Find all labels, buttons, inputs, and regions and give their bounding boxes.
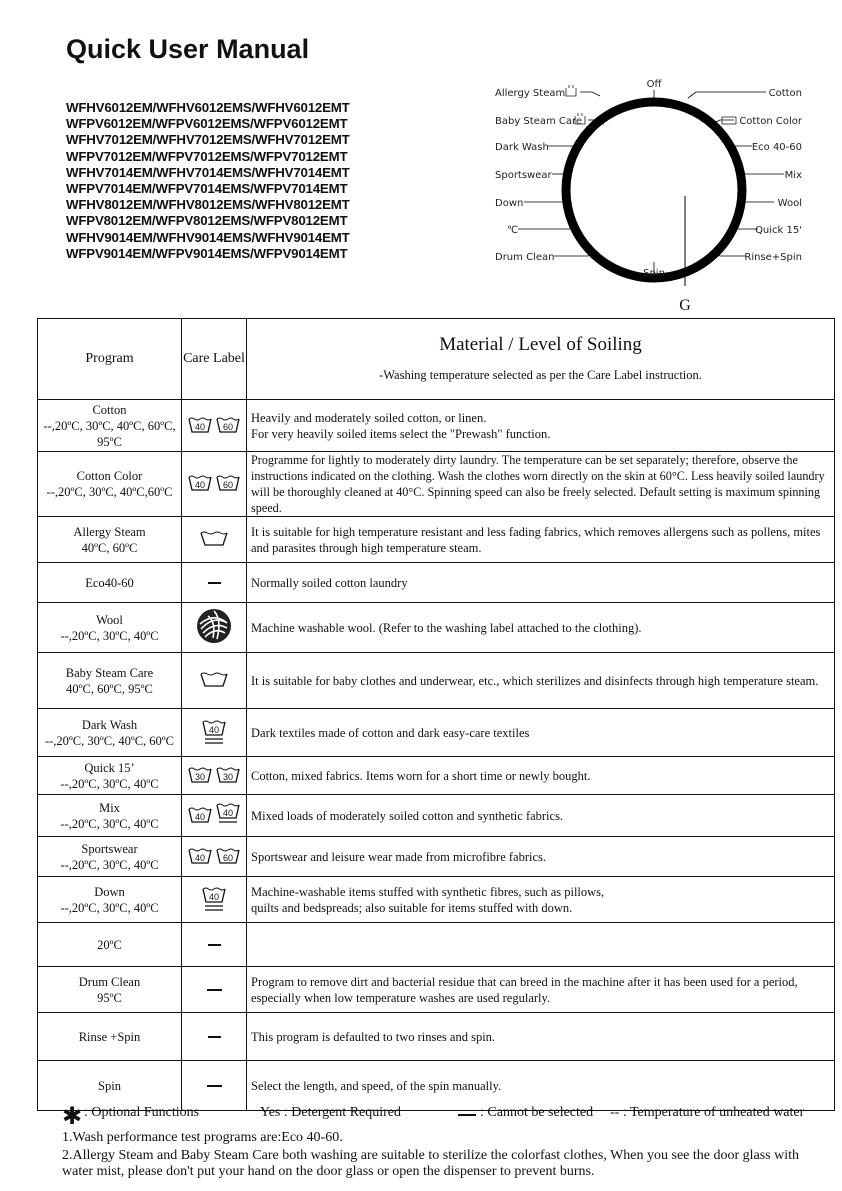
- svg-text:60: 60: [222, 421, 234, 432]
- dial-label-right: Wool: [777, 198, 802, 209]
- header-care-label: Care Label: [182, 319, 247, 400]
- dial-label-left: Allergy Steam: [495, 88, 566, 99]
- program-cell: [38, 757, 182, 795]
- material-cell: [247, 1013, 835, 1061]
- table-row: [38, 795, 835, 837]
- material-cell: [247, 877, 835, 923]
- table-row: [38, 923, 835, 967]
- program-temps: --,20ºC, 30ºC, 40ºC: [60, 857, 159, 872]
- legend-optional: : Optional Functions: [84, 1105, 200, 1120]
- program-cell: [38, 603, 182, 653]
- program-description: Cotton, mixed fabrics. Items worn for a short time or newly bought.: [251, 768, 591, 783]
- wash-tub-icon: [186, 417, 242, 431]
- table-row: [38, 1013, 835, 1061]
- note-2: 2.Allergy Steam and Baby Steam Care both washing are suitable to sterilize the colorfast clothes, When you see the door glass with water mist, please don't put your hand on the door glass or open the dispenser to prevent burns.: [62, 1148, 800, 1179]
- dial-label-right: Rinse+Spin: [744, 252, 802, 263]
- table-row: [38, 757, 835, 795]
- model-line: WFHV7014EM/WFHV7014EMS/WFHV7014EMT: [66, 164, 350, 180]
- dial-label-right: Cotton: [768, 88, 802, 99]
- svg-text:40: 40: [222, 807, 234, 818]
- program-temps: --,20ºC, 30ºC, 40ºC,60ºC: [46, 485, 173, 499]
- model-line: WFHV9014EM/WFHV9014EMS/WFHV9014EMT: [66, 229, 350, 245]
- wool-icon: [195, 634, 233, 648]
- svg-text:30: 30: [222, 771, 234, 782]
- program-description: Sportswear and leisure wear made from microfibre fabrics.: [251, 849, 547, 864]
- program-name: Sportswear: [81, 841, 138, 856]
- gentle-wash-icon: [200, 891, 228, 905]
- program-dial-diagram: [480, 68, 820, 316]
- material-cell: [247, 400, 835, 452]
- dial-label-left: Sportswear: [495, 170, 552, 181]
- care-label-cell: [182, 795, 247, 837]
- program-temps: 95ºC: [97, 990, 122, 1005]
- program-cell: [38, 923, 182, 967]
- program-description: Heavily and moderately soiled cotton, or linen. For very heavily soiled items select the "Prewash" function.: [251, 410, 551, 441]
- svg-text:60: 60: [222, 852, 234, 863]
- svg-text:40: 40: [194, 852, 206, 863]
- program-name: Dark Wash: [81, 717, 138, 732]
- material-cell: [247, 757, 835, 795]
- program-description: This program is defaulted to two rinses and spin.: [251, 1029, 496, 1044]
- program-name: 20ºC: [97, 937, 122, 952]
- program-cell: [38, 517, 182, 563]
- svg-text:30: 30: [194, 771, 206, 782]
- program-name: Cotton Color: [76, 469, 143, 483]
- table-row: [38, 653, 835, 709]
- program-temps: --,20ºC, 30ºC, 40ºC: [60, 628, 159, 643]
- dial-label-left: Down: [495, 198, 524, 209]
- color-tag-icon: [722, 117, 736, 124]
- program-temps: --,20ºC, 30ºC, 40ºC: [60, 776, 159, 791]
- model-line: WFPV6012EM/WFPV6012EMS/WFPV6012EMT: [66, 116, 348, 132]
- program-name: Wool: [96, 612, 123, 627]
- program-cell: [38, 1061, 182, 1111]
- cannot-select-icon: [458, 1114, 476, 1116]
- dial-label-left: Drum Clean: [495, 252, 555, 263]
- model-line: WFPV7012EM/WFPV7012EMS/WFPV7012EMT: [66, 148, 348, 164]
- header-material: [247, 319, 835, 400]
- program-name: Allergy Steam: [73, 524, 146, 539]
- program-cell: [38, 795, 182, 837]
- material-cell: [247, 795, 835, 837]
- program-cell: [38, 452, 182, 517]
- care-label-cell: [182, 563, 247, 603]
- table-row: [38, 603, 835, 653]
- table-header-row: [38, 319, 835, 400]
- steam-tub-icon: [199, 536, 229, 550]
- svg-text:60: 60: [222, 480, 234, 490]
- program-temps: 40ºC, 60ºC: [81, 540, 138, 555]
- dial-label-off: Off: [646, 79, 662, 90]
- model-line: WFHV7012EM/WFHV7012EMS/WFHV7012EMT: [66, 132, 350, 148]
- material-cell: [247, 563, 835, 603]
- legend-detergent: Yes : Detergent Required: [260, 1105, 402, 1120]
- page-title: Quick User Manual: [66, 34, 310, 64]
- program-description: Select the length, and speed, of the spin manually.: [251, 1078, 502, 1093]
- material-cell: [247, 923, 835, 967]
- figure-label: G: [679, 297, 691, 314]
- wash-tub-icon: [186, 767, 242, 781]
- wash-tub-icon: [186, 476, 242, 490]
- table-row: [38, 1061, 835, 1111]
- dial-label-left: Dark Wash: [495, 142, 549, 153]
- model-line: WFHV8012EM/WFHV8012EMS/WFHV8012EMT: [66, 197, 350, 213]
- program-name: Spin: [98, 1078, 121, 1093]
- table-row: [38, 452, 835, 517]
- care-label-cell: [182, 400, 247, 452]
- cannot-select-icon: [207, 982, 222, 996]
- gentle-wash-icon: [200, 724, 228, 738]
- program-description: Mixed loads of moderately soiled cotton and synthetic fabrics.: [251, 808, 564, 823]
- dial-label-spin: Spin: [643, 268, 665, 279]
- care-label-cell: [182, 837, 247, 877]
- care-label-cell: [182, 517, 247, 563]
- model-line: WFHV6012EM/WFHV6012EMS/WFHV6012EMT: [66, 100, 350, 115]
- care-label-cell: [182, 709, 247, 757]
- care-label-cell: [182, 452, 247, 517]
- dash-icon: [208, 575, 221, 589]
- program-name: Baby Steam Care: [65, 665, 154, 680]
- header-material-note: -Washing temperature selected as per the Care Label instruction.: [379, 368, 702, 382]
- material-cell: [247, 517, 835, 563]
- program-temps: --,20ºC, 30ºC, 40ºC: [60, 900, 159, 915]
- table-row: [38, 837, 835, 877]
- care-label-cell: [182, 1061, 247, 1111]
- table-row: [38, 877, 835, 923]
- steam-icon: [566, 85, 576, 96]
- header-material-title: Material / Level of Soiling: [439, 334, 642, 355]
- notes: [62, 1130, 822, 1182]
- program-temps: --,20ºC, 30ºC, 40ºC, 60ºC: [44, 733, 175, 748]
- program-description: Machine-washable items stuffed with synthetic fibres, such as pillows, quilts and bedspreads; also suitable for items stuffed with down.: [251, 884, 605, 915]
- program-description: Machine washable wool. (Refer to the washing label attached to the clothing).: [251, 620, 642, 635]
- dial-label-right: Mix: [784, 170, 802, 181]
- dial-ring: [566, 102, 742, 278]
- table-row: [38, 517, 835, 563]
- program-temps: --,20ºC, 30ºC, 40ºC, 60ºC, 95ºC: [43, 418, 176, 449]
- program-name: Drum Clean: [78, 974, 141, 989]
- program-cell: [38, 1013, 182, 1061]
- model-line: WFPV8012EM/WFPV8012EMS/WFPV8012EMT: [66, 213, 348, 229]
- program-cell: [38, 837, 182, 877]
- table-row: [38, 709, 835, 757]
- cannot-select-icon: [207, 1078, 222, 1092]
- wash-tub-icon: [186, 848, 242, 862]
- table-row: [38, 563, 835, 603]
- care-label-cell: [182, 757, 247, 795]
- care-label-cell: [182, 877, 247, 923]
- model-line: WFPV9014EM/WFPV9014EMS/WFPV9014EMT: [66, 245, 348, 261]
- program-name: Quick 15’: [84, 760, 135, 775]
- note-1: 1.Wash performance test programs are:Eco 40-60.: [62, 1130, 343, 1145]
- program-name: Mix: [99, 800, 120, 815]
- legend-unheated: -- : Temperature of unheated water: [610, 1105, 805, 1120]
- model-line: WFPV7014EM/WFPV7014EMS/WFPV7014EMT: [66, 181, 348, 197]
- legend-cannot: : Cannot be selected: [480, 1105, 594, 1120]
- care-label-cell: [182, 967, 247, 1013]
- svg-text:40: 40: [208, 891, 220, 902]
- program-cell: [38, 400, 182, 452]
- program-cell: [38, 563, 182, 603]
- table-row: [38, 400, 835, 452]
- care-label-cell: [182, 923, 247, 967]
- svg-text:40: 40: [194, 421, 206, 432]
- care-label-cell: [182, 1013, 247, 1061]
- dial-label-right: Eco 40-60: [751, 142, 802, 153]
- table-row: [38, 967, 835, 1013]
- program-cell: [38, 967, 182, 1013]
- care-label-cell: [182, 603, 247, 653]
- material-cell: [247, 603, 835, 653]
- model-list: [66, 100, 350, 262]
- program-name: Cotton: [92, 402, 127, 417]
- svg-text:40: 40: [194, 480, 206, 490]
- material-cell: [247, 452, 835, 517]
- program-description: Program to remove dirt and bacterial residue that can breed in the machine after it has been used for a period, especially when low temperature washes are used regularly.: [251, 974, 798, 1005]
- program-name: Down: [94, 884, 125, 899]
- material-cell: [247, 709, 835, 757]
- material-cell: [247, 653, 835, 709]
- program-description: Programme for lightly to moderately dirty laundry. The temperature can be set separately; therefore, observe the instructions indicated on the clothing. Wash the clothes worn directly on the skin at 60°C. Less heavily soiled laundry will be thoroughly cleaned at 40°C. Spinning speed can also be freely selected. Default setting is maximum spinning speed.: [251, 453, 825, 515]
- program-table: [37, 318, 835, 1111]
- asterisk-icon: ✱: [62, 1102, 83, 1130]
- dash-icon: [208, 1029, 221, 1043]
- program-name: Rinse +Spin: [78, 1029, 141, 1044]
- program-description: Normally soiled cotton laundry: [251, 575, 408, 590]
- dash-icon: [208, 937, 221, 951]
- program-cell: [38, 653, 182, 709]
- dial-label-right: Quick 15': [755, 225, 802, 236]
- dial-label-right: Cotton Color: [739, 116, 802, 127]
- material-cell: [247, 1061, 835, 1111]
- material-cell: [247, 837, 835, 877]
- care-label-cell: [182, 653, 247, 709]
- svg-text:40: 40: [194, 811, 206, 822]
- dial-label-left: Baby Steam Care: [495, 116, 583, 127]
- svg-text:40: 40: [208, 724, 220, 735]
- program-cell: [38, 709, 182, 757]
- steam-tub-icon: [199, 677, 229, 691]
- program-name: Eco40-60: [85, 575, 134, 590]
- dial-label-left: ℃: [507, 225, 519, 236]
- program-description: It is suitable for high temperature resistant and less fading fabrics, which removes allergens such as pollens, mites and parasites through high temperature steam.: [251, 524, 821, 555]
- program-description: Dark textiles made of cotton and dark easy-care textiles: [251, 725, 530, 740]
- program-temps: 40ºC, 60ºC, 95ºC: [66, 681, 153, 696]
- program-cell: [38, 877, 182, 923]
- program-description: It is suitable for baby clothes and underwear, etc., which sterilizes and disinfects through high temperature steam.: [251, 673, 819, 688]
- header-program: Program: [38, 319, 182, 400]
- wash-tub-icon: [186, 807, 242, 821]
- program-temps: --,20ºC, 30ºC, 40ºC: [60, 816, 159, 831]
- material-cell: [247, 967, 835, 1013]
